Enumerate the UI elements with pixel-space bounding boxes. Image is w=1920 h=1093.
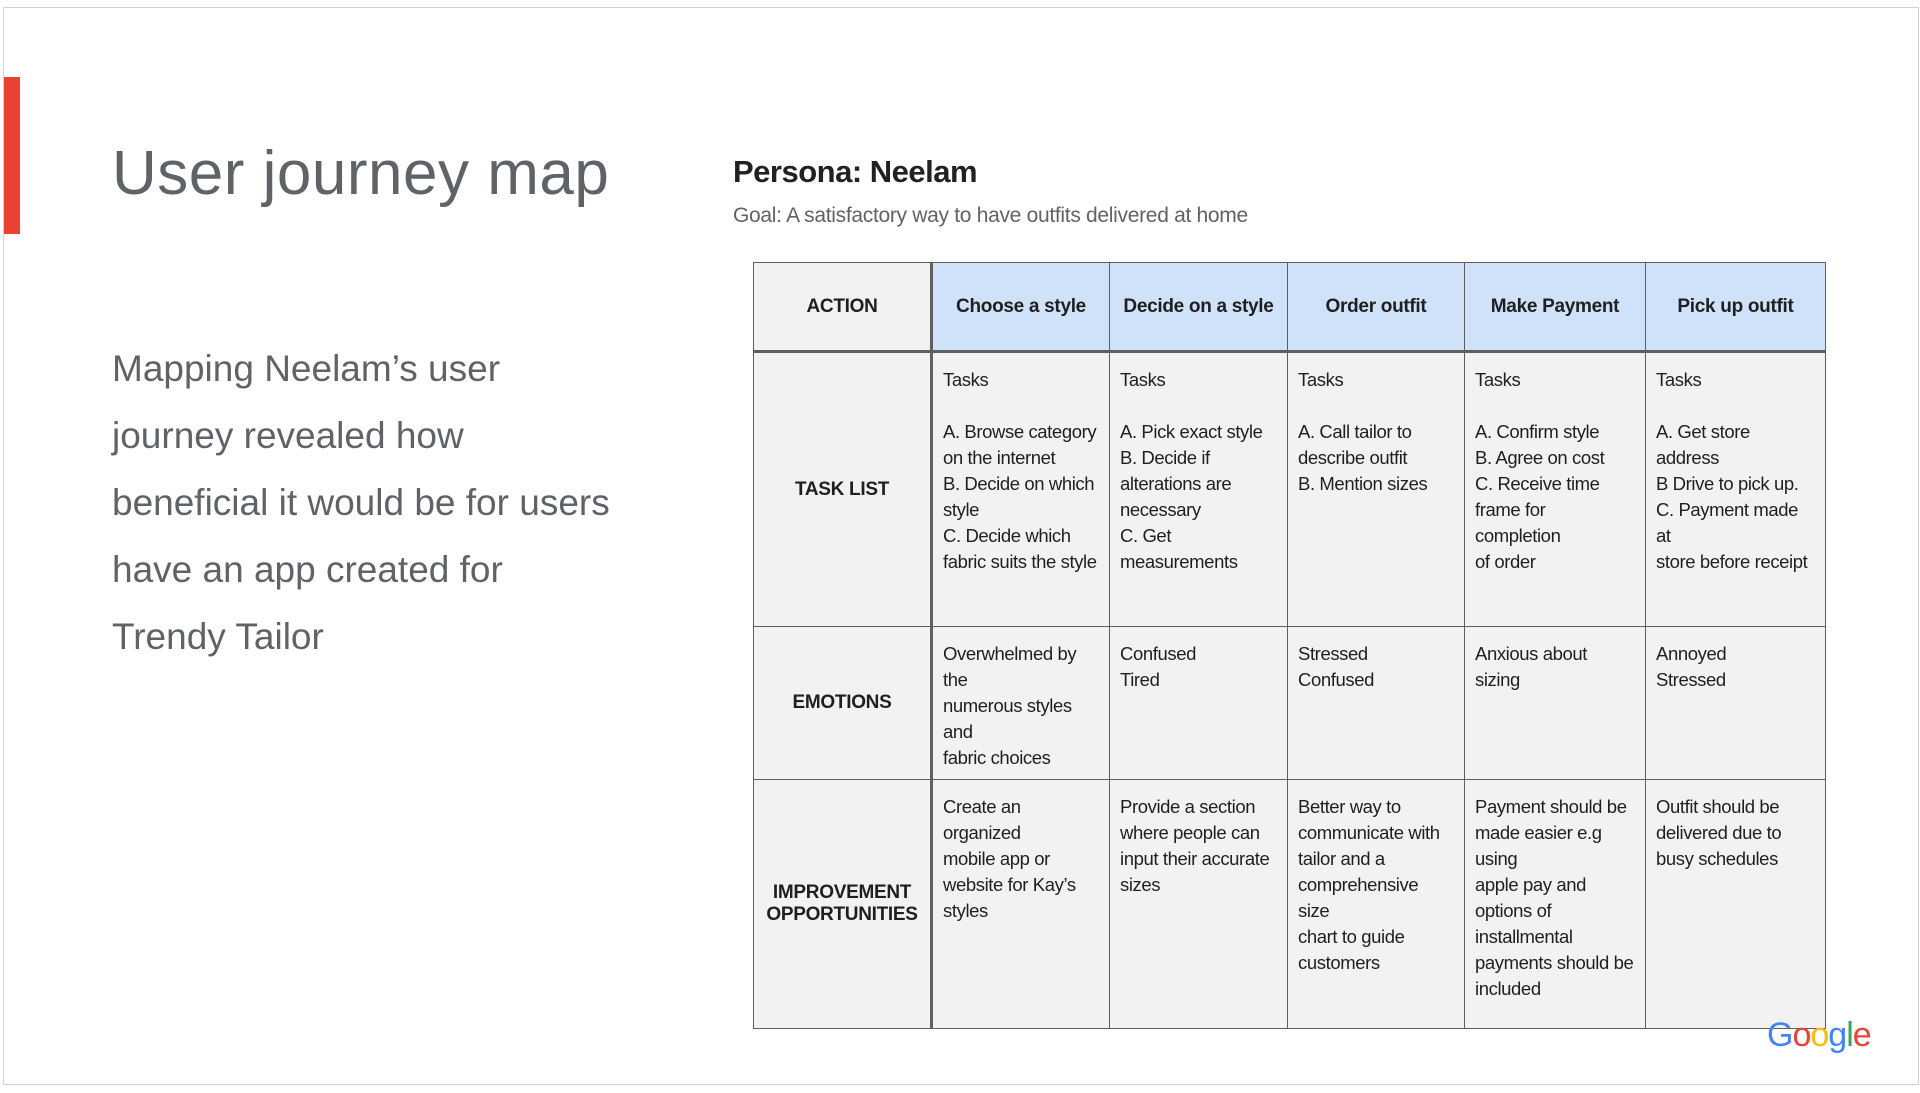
logo-letter: o <box>1810 1016 1829 1054</box>
cell-line: options of <box>1475 900 1552 921</box>
cell-line: frame for completion <box>1475 499 1561 546</box>
cell-line: Tasks <box>943 369 989 390</box>
cell-line: B Drive to pick up. <box>1656 473 1799 494</box>
cell-line: Stressed <box>1298 643 1368 664</box>
table-cell <box>1288 627 1465 780</box>
cell-line: store before receipt <box>1656 551 1808 572</box>
table-cell <box>1646 780 1826 1029</box>
cell-line: payments should be <box>1475 952 1634 973</box>
cell-line: delivered due to <box>1656 822 1782 843</box>
logo-letter: g <box>1828 1016 1847 1054</box>
logo-letter: o <box>1792 1016 1811 1054</box>
cell-line: apple pay and <box>1475 874 1587 895</box>
cell-line: describe outfit <box>1298 447 1408 468</box>
google-logo <box>1767 1016 1871 1055</box>
column-header: Decide on a style <box>1110 263 1288 352</box>
table-cell <box>932 352 1110 627</box>
cell-line: alterations are <box>1120 473 1232 494</box>
cell-line: comprehensive size <box>1298 874 1419 921</box>
cell-line: styles <box>943 900 988 921</box>
cell-line: Annoyed <box>1656 643 1727 664</box>
cell-line: fabric choices <box>943 747 1051 768</box>
persona-goal: Goal: A satisfactory way to have outfits delivered at home <box>733 204 1248 227</box>
table-cell <box>1646 352 1826 627</box>
cell-line: fabric suits the style <box>943 551 1097 572</box>
table-cell <box>1465 780 1646 1029</box>
cell-line: included <box>1475 978 1541 999</box>
table-cell <box>1110 627 1288 780</box>
row-header-line: IMPROVEMENT <box>772 882 912 903</box>
cell-line: website for Kay’s <box>943 874 1076 895</box>
cell-line: communicate with <box>1298 822 1440 843</box>
table-cell <box>1465 627 1646 780</box>
cell-line: B. Decide on which <box>943 473 1095 494</box>
cell-line: Provide a section <box>1120 796 1256 817</box>
table-cell <box>1110 352 1288 627</box>
cell-line: C. Payment made at <box>1656 499 1799 546</box>
cell-line: Stressed <box>1656 669 1726 690</box>
cell-spacer <box>1656 393 1815 419</box>
cell-line: Payment should be <box>1475 796 1627 817</box>
cell-line: A. Call tailor to <box>1298 421 1412 442</box>
column-header: Choose a style <box>932 263 1110 352</box>
cell-line: Anxious about sizing <box>1475 643 1588 690</box>
cell-line: tailor and a <box>1298 848 1385 869</box>
cell-spacer <box>1475 393 1635 419</box>
cell-line: Confused <box>1298 669 1374 690</box>
table-cell <box>1646 627 1826 780</box>
cell-line: customers <box>1298 952 1380 973</box>
table-cell <box>1110 780 1288 1029</box>
cell-line: installmental <box>1475 926 1573 947</box>
cell-line: sizes <box>1120 874 1161 895</box>
action-header: ACTION <box>754 263 932 352</box>
emotions-row <box>754 627 1826 780</box>
cell-line: of order <box>1475 551 1536 572</box>
cell-line: Tired <box>1120 669 1160 690</box>
row-header-improvement-opportunities <box>754 780 932 1029</box>
cell-line: where people can <box>1120 822 1260 843</box>
logo-letter: G <box>1767 1016 1793 1054</box>
persona-title: Persona: Neelam <box>733 154 978 189</box>
cell-line: busy schedules <box>1656 848 1778 869</box>
cell-line: C. Get <box>1120 525 1172 546</box>
table-cell <box>1288 780 1465 1029</box>
column-header: Pick up outfit <box>1646 263 1826 352</box>
cell-line: numerous styles and <box>943 695 1072 742</box>
cell-line: input their accurate <box>1120 848 1270 869</box>
cell-line: B. Mention sizes <box>1298 473 1428 494</box>
cell-line: measurements <box>1120 551 1238 572</box>
cell-line: B. Decide if <box>1120 447 1210 468</box>
cell-line: C. Receive time <box>1475 473 1600 494</box>
journey-map-table <box>753 262 1826 1029</box>
cell-line: Tasks <box>1475 369 1521 390</box>
cell-line: Overwhelmed by the <box>943 643 1077 690</box>
cell-line: A. Browse category <box>943 421 1097 442</box>
header-row <box>754 263 1826 352</box>
cell-line: necessary <box>1120 499 1201 520</box>
improvement-row <box>754 780 1826 1029</box>
cell-line: A. Get store address <box>1656 421 1750 468</box>
slide-title: User journey map <box>112 139 610 208</box>
row-header-line: OPPORTUNITIES <box>766 904 918 925</box>
cell-line: Tasks <box>1298 369 1344 390</box>
column-header: Order outfit <box>1288 263 1465 352</box>
slide-body-text: Mapping Neelam’s user journey revealed how beneficial it would be for users have an app created for Trendy Tailor <box>112 348 610 657</box>
table-cell <box>1288 352 1465 627</box>
logo-letter: e <box>1852 1016 1871 1054</box>
cell-line: C. Decide which <box>943 525 1071 546</box>
cell-line: chart to guide <box>1298 926 1405 947</box>
cell-line: style <box>943 499 980 520</box>
cell-line: mobile app or <box>943 848 1050 869</box>
cell-spacer <box>943 393 1099 419</box>
cell-line: Better way to <box>1298 796 1401 817</box>
cell-line: made easier e.g using <box>1475 822 1602 869</box>
table-cell <box>932 780 1110 1029</box>
column-header: Make Payment <box>1465 263 1646 352</box>
cell-line: Create an organized <box>943 796 1021 843</box>
task-list-row <box>754 352 1826 627</box>
cell-spacer <box>1120 393 1277 419</box>
cell-line: Outfit should be <box>1656 796 1780 817</box>
cell-line: Tasks <box>1656 369 1702 390</box>
table-cell <box>1465 352 1646 627</box>
accent-bar <box>4 77 20 234</box>
table-cell <box>932 627 1110 780</box>
row-header-task-list: TASK LIST <box>754 352 932 627</box>
cell-line: A. Confirm style <box>1475 421 1600 442</box>
logo-letter: l <box>1846 1016 1853 1054</box>
cell-line: A. Pick exact style <box>1120 421 1263 442</box>
cell-line: B. Agree on cost <box>1475 447 1605 468</box>
cell-line: Tasks <box>1120 369 1166 390</box>
cell-spacer <box>1298 393 1454 419</box>
row-header-emotions: EMOTIONS <box>754 627 932 780</box>
cell-line: on the internet <box>943 447 1056 468</box>
cell-line: Confused <box>1120 643 1196 664</box>
